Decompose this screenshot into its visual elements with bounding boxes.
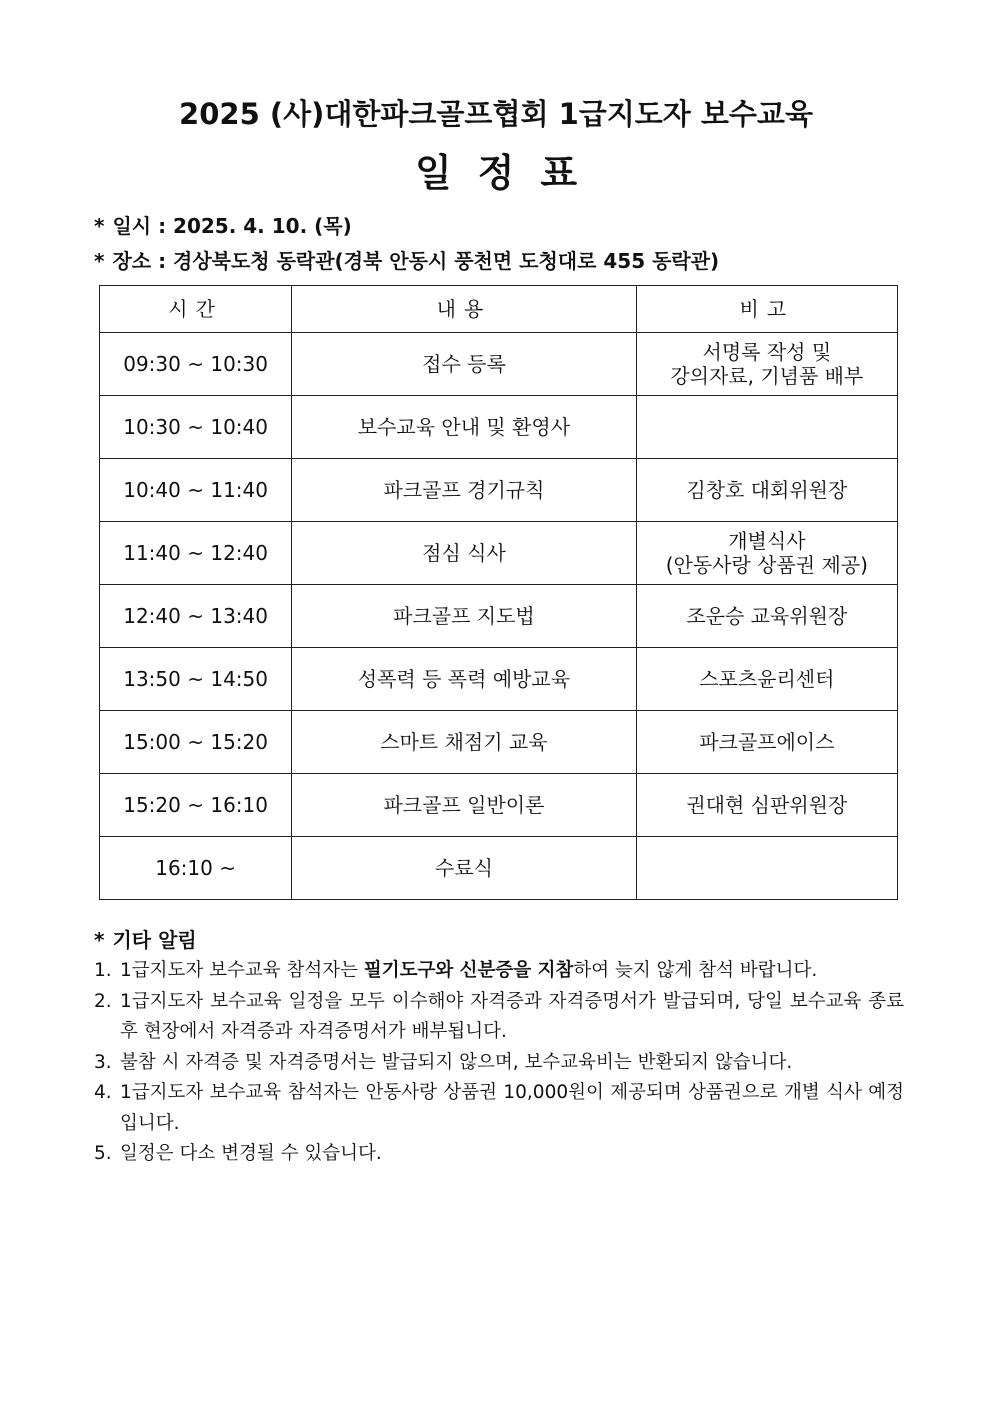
table-row <box>100 459 898 522</box>
bullet-star: * <box>94 249 105 273</box>
cell-content: 파크골프 경기규칙 <box>292 459 636 522</box>
list-text: 일정은 다소 변경될 수 있습니다. <box>120 1143 382 1164</box>
cell-time: 10:30 ~ 10:40 <box>100 396 292 459</box>
header-note: 비고 <box>636 286 897 333</box>
table-header-row <box>100 286 898 333</box>
cell-note <box>636 333 897 396</box>
table-row <box>100 837 898 900</box>
note-line: 조운승 교육위원장 <box>686 604 848 628</box>
info-place <box>94 245 719 274</box>
schedule-table <box>99 285 898 900</box>
cell-time: 15:00 ~ 15:20 <box>100 711 292 774</box>
note-line: (안동사랑 상품권 제공) <box>665 553 868 577</box>
cell-note <box>636 774 897 837</box>
cell-note <box>636 585 897 648</box>
cell-time: 15:20 ~ 16:10 <box>100 774 292 837</box>
table-row <box>100 585 898 648</box>
list-text <box>120 956 904 987</box>
note-line: 강의자료, 기념품 배부 <box>670 364 864 388</box>
list-text: 불참 시 자격증 및 자격증명서는 발급되지 않으며, 보수교육비는 반환되지 않습니다. <box>120 1051 793 1073</box>
cell-time: 10:40 ~ 11:40 <box>100 459 292 522</box>
cell-content: 점심 식사 <box>292 522 636 585</box>
cell-note <box>636 459 897 522</box>
cell-content: 파크골프 일반이론 <box>292 774 636 837</box>
list-item <box>94 1078 904 1139</box>
list-text: 1급지도자 보수교육 일정을 모두 이수해야 자격증과 자격증명서가 발급되며, 당일 보수교육 종료 후 현장에서 자격증과 자격증명서가 배부됩니다. <box>120 990 904 1042</box>
note-line: 개별식사 <box>728 529 806 553</box>
bullet-star: * <box>94 214 105 238</box>
header-time: 시간 <box>100 286 292 333</box>
table-row <box>100 396 898 459</box>
cell-content: 수료식 <box>292 837 636 900</box>
table-row <box>100 774 898 837</box>
notice-list <box>94 956 904 1170</box>
cell-time: 12:40 ~ 13:40 <box>100 585 292 648</box>
cell-note <box>636 522 897 585</box>
list-text-part: 1급지도자 보수교육 참석자는 <box>120 960 364 981</box>
table-row <box>100 522 898 585</box>
list-text-part: 하여 늦지 않게 참석 바랍니다. <box>573 960 818 981</box>
list-item <box>94 1139 904 1170</box>
cell-note <box>636 396 897 459</box>
note-line: 스포츠윤리센터 <box>699 667 835 691</box>
header-content: 내용 <box>292 286 636 333</box>
table-row <box>100 333 898 396</box>
note-line: 파크골프에이스 <box>699 730 835 754</box>
misc-section-title <box>94 924 197 953</box>
cell-time: 13:50 ~ 14:50 <box>100 648 292 711</box>
cell-content: 성폭력 등 폭력 예방교육 <box>292 648 636 711</box>
cell-time: 11:40 ~ 12:40 <box>100 522 292 585</box>
cell-time: 16:10 ~ <box>100 837 292 900</box>
document-title: 2025 (사)대한파크골프협회 1급지도자 보수교육 <box>179 97 813 131</box>
info-date <box>94 210 352 239</box>
list-number: 1. <box>94 960 112 981</box>
list-text: 1급지도자 보수교육 참석자는 안동사랑 상품권 10,000원이 제공되며 상품권으로 개별 식사 예정입니다. <box>120 1082 904 1134</box>
cell-content: 보수교육 안내 및 환영사 <box>292 396 636 459</box>
list-number: 5. <box>94 1143 112 1164</box>
list-text-emphasis: 필기도구와 신분증을 지참 <box>363 960 574 981</box>
note-line: 서명록 작성 및 <box>702 340 832 364</box>
list-number: 4. <box>94 1082 112 1103</box>
document-subtitle: 일정표 <box>414 151 604 195</box>
cell-time: 09:30 ~ 10:30 <box>100 333 292 396</box>
info-date-text: 일시 : 2025. 4. 10. (목) <box>112 214 352 238</box>
table-row <box>100 648 898 711</box>
cell-content: 파크골프 지도법 <box>292 585 636 648</box>
cell-content: 접수 등록 <box>292 333 636 396</box>
note-line: 권대현 심판위원장 <box>686 793 848 817</box>
note-line: 김창호 대회위원장 <box>686 478 848 502</box>
cell-note <box>636 648 897 711</box>
table-row <box>100 711 898 774</box>
cell-note <box>636 711 897 774</box>
list-item <box>94 987 904 1048</box>
list-item <box>94 1048 904 1079</box>
misc-title-text: 기타 알림 <box>112 928 197 952</box>
bullet-star: * <box>94 928 105 952</box>
list-number: 3. <box>94 1051 112 1073</box>
list-item <box>94 956 904 987</box>
info-place-text: 장소 : 경상북도청 동락관(경북 안동시 풍천면 도청대로 455 동락관) <box>112 249 720 273</box>
cell-content: 스마트 채점기 교육 <box>292 711 636 774</box>
list-number: 2. <box>94 990 112 1012</box>
cell-note <box>636 837 897 900</box>
